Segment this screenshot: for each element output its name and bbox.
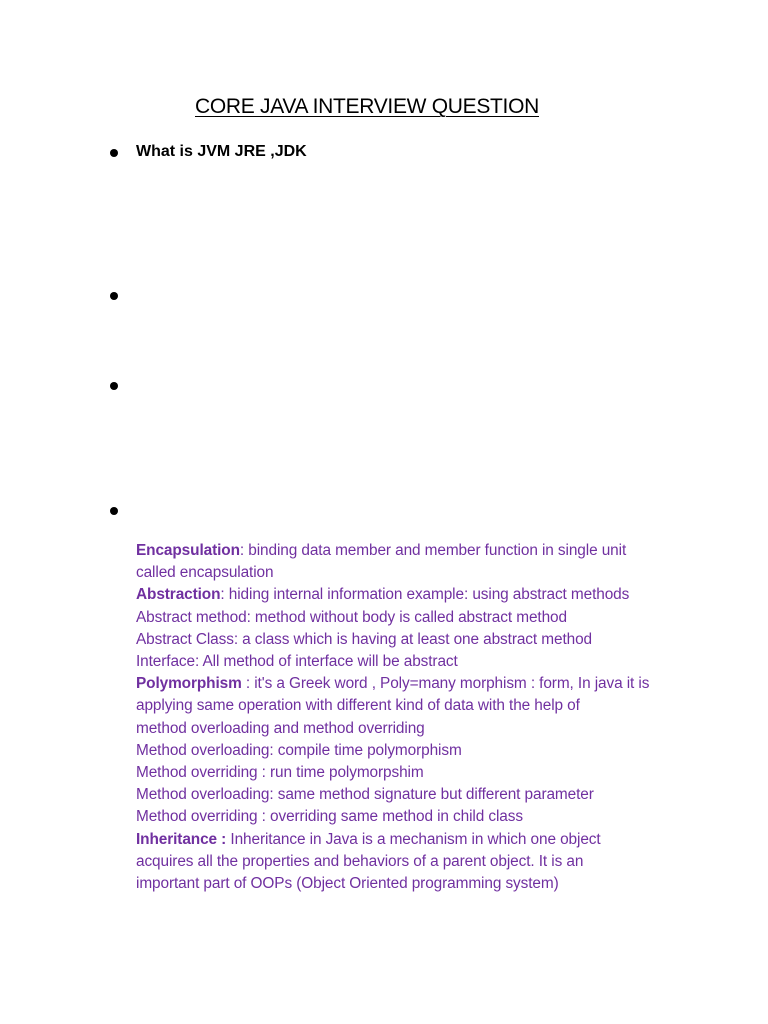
inheritance-line: [136, 829, 696, 851]
encapsulation-definition: : binding data member and member function in single unit: [239, 542, 627, 559]
abstract-method-line: Abstract method: method without body is called abstract method: [136, 608, 567, 626]
bullet-marker: [110, 382, 118, 390]
inheritance-definition: Inheritance in Java is a mechanism in which one object: [226, 830, 601, 848]
overloading-compile-line: Method overloading: compile time polymorphism: [136, 741, 462, 759]
abstract-class-line: Abstract Class: a class which is having at least one abstract method: [136, 630, 592, 648]
inheritance-line-3: important part of OOPs (Object Oriented programming system): [136, 875, 559, 893]
abstraction-term: Abstraction: [136, 586, 221, 604]
encapsulation-line-2: called encapsulation: [136, 564, 274, 582]
overloading-signature-line: Method overloading: same method signature but different parameter: [136, 786, 594, 804]
page-title: CORE JAVA INTERVIEW QUESTION: [195, 95, 539, 118]
interface-line: Interface: All method of interface will be abstract: [136, 653, 458, 671]
oop-notes: [136, 540, 696, 895]
abstraction-definition: : hiding internal information example: using abstract methods: [220, 586, 630, 604]
inheritance-line-2: acquires all the properties and behaviors of a parent object. It is an: [136, 852, 584, 870]
polymorphism-line: [136, 673, 696, 695]
question-jvm-jre-jdk: What is JVM JRE ,JDK: [136, 143, 307, 160]
bullet-marker: [110, 507, 118, 515]
encapsulation-term: Encapsulation: [136, 542, 240, 559]
encapsulation-line: [136, 540, 696, 562]
polymorphism-definition: : it's a Greek word , Poly=many morphism : form, In java it is: [241, 675, 650, 693]
abstraction-line: [136, 584, 696, 606]
bullet-marker: [110, 292, 118, 300]
overriding-child-line: Method overriding : overriding same method in child class: [136, 808, 523, 826]
polymorphism-term: Polymorphism: [136, 675, 242, 693]
bullet-marker: [110, 149, 118, 157]
polymorphism-line-2: applying same operation with different kind of data with the help of: [136, 697, 580, 715]
overriding-runtime-line: Method overriding : run time polymorpshim: [136, 764, 424, 782]
polymorphism-line-3: method overloading and method overriding: [136, 719, 425, 737]
inheritance-term: Inheritance :: [136, 830, 227, 848]
